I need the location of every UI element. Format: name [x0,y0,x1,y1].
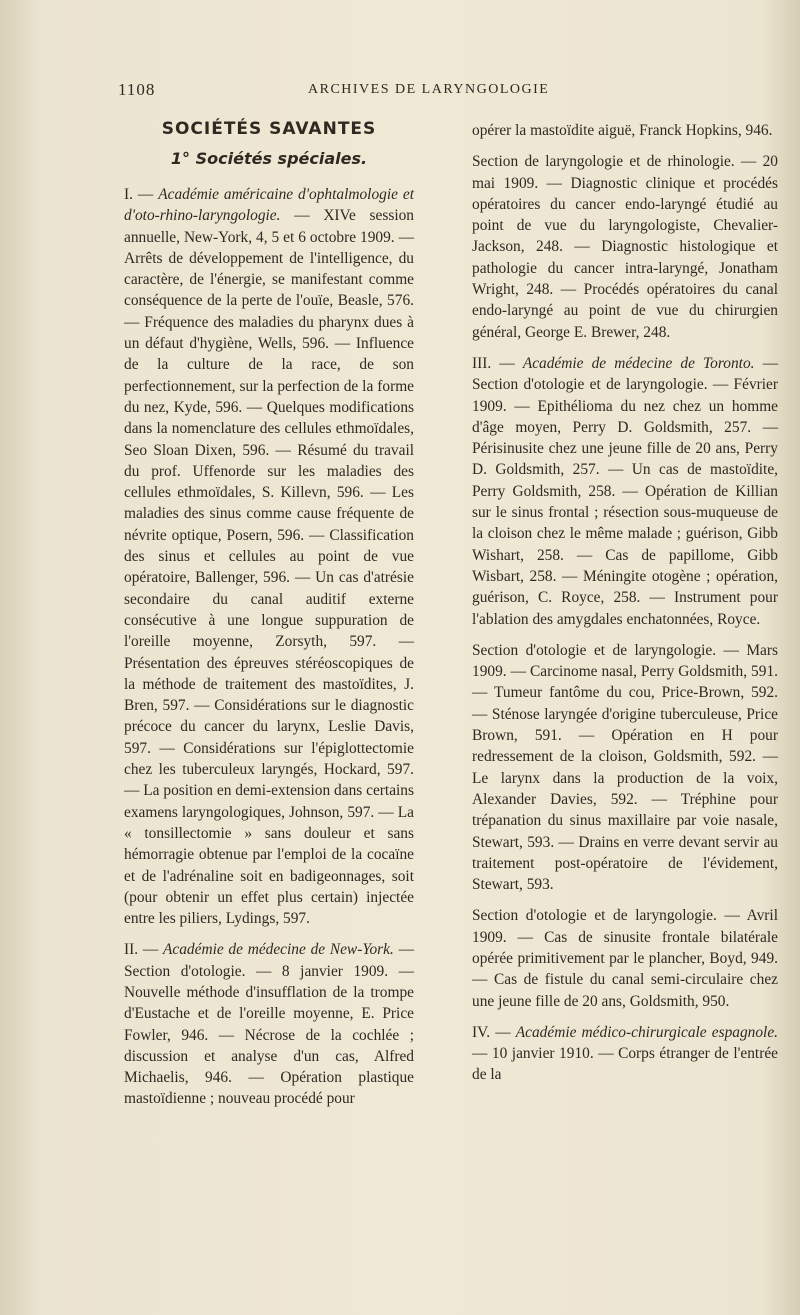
paragraph-lead: II. — [124,941,163,959]
running-header [118,80,758,104]
paragraph-text: Section de laryngologie et de rhinologie. — 20 mai 1909. — Diagnostic clinique et procédés opératoires du cancer endo-laryngé étudié au point de vue du laryngologiste, Chevalier-Jackson, 248. — Diagnostic histologique et pathologie du cancer intra-laryngé, Jonatham Wright, 248. — Procédés opératoires du canal endo-laryngé au point de vue du chirurgien général, George E. Brewer, 248. [472,153,778,341]
paragraph-academie-new-york [124,939,414,1109]
paragraph-text: Section d'otologie et de laryngologie. — Mars 1909. — Carcinome nasal, Perry Goldsmith, 591. — Tumeur fantôme du cou, Price-Brown, 592. — Sténose laryngée d'origine tuberculeuse, Price Brown, 591. — Opération en H pour redressement de la cloison, Goldsmith, 592. — Le larynx dans la production de la voix, Alexander Davies, 592. — Tréphine pour trépanation du sinus maxillaire par voie nasale, Stewart, 593. — Drains en verre devant servir au traitement post-opératoire de l'évidement, Stewart, 593. [472,641,778,894]
institution-name: Académie de médecine de New-York. [163,941,394,959]
paragraph-section-mars [472,640,778,896]
paragraph-text: opérer la mastoïdite aiguë, Franck Hopkins, 946. [472,122,773,139]
paragraph-lead: III. — [472,354,523,372]
section-subtitle: 1° Sociétés spéciales. [170,149,368,168]
paragraph-text: Section d'otologie et de laryngologie. — Avril 1909. — Cas de sinusite frontale bilatérale opérée primitivement par le plancher, Boyd, 949. — Cas de fistule du canal semi-circulaire chez une jeune fille de 20 ans, Goldsmith, 950. [472,907,778,1010]
paragraph-text: — Section d'otologie et de laryngologie. — Février 1909. — Epithélioma du nez chez un homme d'âge moyen, Perry D. Goldsmith, 257. — Périsinusite chez une jeune fille de 20 ans, Perry D. Goldsmith, 257. — Un cas de mastoïdite, Perry Goldsmith, 258. — Opération de Killian sur le sinus frontal ; résection sous-muqueuse de la cloison chez le même malade ; guérison, Gibb Wishart, 258. — Cas de papillome, Gibb Wisbart, 258. — Méningite otogène ; opération, guérison, C. Royce, 258. — Instrument pour l'ablation des amygdales enchatonnées, Royce. [472,354,778,628]
paragraph-academie-toronto [472,353,778,630]
institution-name: Académie médico-chirurgicale espagnole. [515,1023,778,1041]
paragraph-text: — Section d'otologie. — 8 janvier 1909. — Nouvelle méthode d'insufflation de la trompe d'Eustache et de l'oreille moyenne, E. Price Fowler, 946. — Nécrose de la cochlée ; discussion et analyse d'un cas, Alfred Michaelis, 946. — Opération plastique mastoïdienne ; nouveau procédé pour [124,941,414,1108]
institution-name: Académie américaine d'ophtalmologie et d'oto-rhino-laryngologie. [124,186,414,225]
journal-title: ARCHIVES DE LARYNGOLOGIE [308,82,550,97]
section-title: SOCIÉTÉS SAVANTES [161,119,377,139]
paragraph-text: — XIVe session annuelle, New-York, 4, 5 et 6 octobre 1909. — Arrêts de développement de l'intelligence, du caractère, de l'énergie, se manifestant comme conséquence de la perte de l'ouïe, Beasle, 576. — Fréquence des maladies du pharynx dues à un défaut d'hygiène, Wells, 596. — Influence de la culture de la race, de son perfectionnement, sur la perfection de la forme du nez, Kyde, 596. — Quelques modifications dans la nomenclature des cellules ethmoïdales, Seo Sloan Dixen, 596. — Résumé du travail du prof. Uffenorde sur les maladies des cellules ethmoïdales, S. Killevn, 596. — Les maladies des sinus comme cause fréquente de névrite optique, Posern, 596. — Classification des sinus et cellules au point de vue opératoire, Ballenger, 596. — Un cas d'atrésie secondaire du canal auditif externe consécutive à une longue suppuration de l'oreille moyenne, Zorsyth, 597. — Présentation des épreuves stéréoscopiques de la méthode de traitement des mastoïdites, J. Bren, 597. — Considérations sur le diagnostic précoce du cancer du larynx, Leslie Davis, 597. — Considérations sur l'épiglottectomie chez les tuberculeux laryngés, Hockard, 597. — La position en demi-extension dans certains examens laryngologiques, Johnson, 597. — La « tonsillectomie » sans douleur et sans hémorragie obtenue par l'emploi de la cocaïne et de l'adrénaline soit en badigeonnages, soit (pour obtenir un effet plus certain) injectée entre les piliers, Lydings, 597. [124,207,414,928]
left-column [124,118,414,1120]
paragraph-section-avril [472,905,778,1011]
right-column [472,120,778,1096]
paragraph-continuation [472,120,778,141]
paragraph-academie-americaine [124,184,414,929]
paragraph-text: — 10 janvier 1910. — Corps étranger de l'entrée de la [472,1045,778,1084]
paragraph-lead: IV. — [472,1023,516,1041]
paragraph-academie-espagnole [472,1022,778,1086]
paragraph-section-laryngologie [472,151,778,343]
institution-name: Académie de médecine de Toronto. [522,354,755,372]
page-number: 1108 [118,80,156,99]
paragraph-lead: I. — [124,186,159,203]
